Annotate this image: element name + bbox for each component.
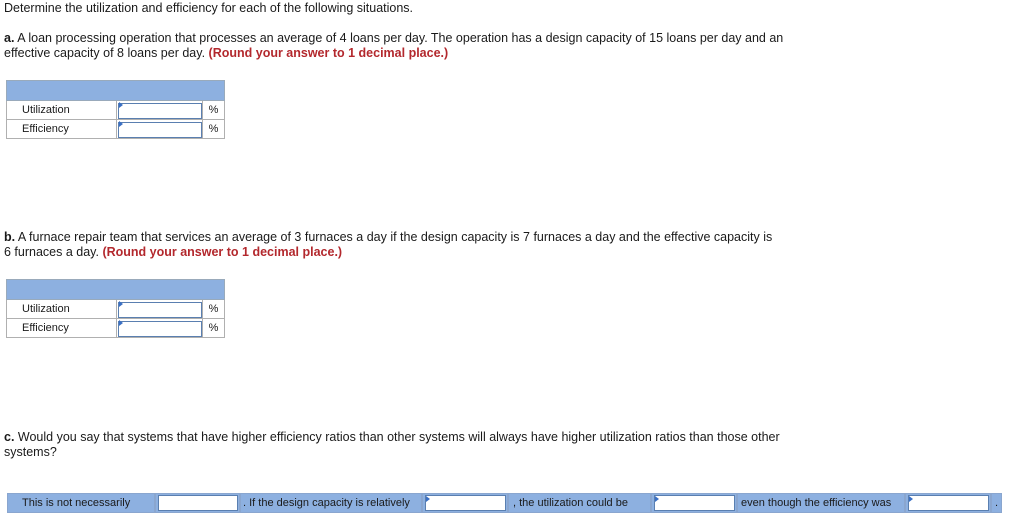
part-a-utilization-input[interactable] [118,103,202,119]
part-a-efficiency-cell [117,120,203,139]
part-c-input-4[interactable] [908,495,989,511]
percent-unit: % [203,319,225,338]
table-row [7,120,225,139]
flag-icon [119,301,123,307]
flag-icon [909,496,913,502]
part-c-input-2[interactable] [425,495,506,511]
part-c-input-cell-2 [422,493,508,513]
part-a-instruction: (Round your answer to 1 decimal place.) [208,46,449,60]
part-a-utilization-cell [117,101,203,120]
flag-icon [426,496,430,502]
part-c-input-3[interactable] [654,495,735,511]
percent-unit: % [203,120,225,139]
part-b-answer-table [6,279,225,338]
part-a-text: A loan processing operation that processes an average of 4 loans per day. The operation has a design capacity of 15 loans per day and an effective capacity of 8 loans per day. [4,31,784,60]
flag-icon [655,496,659,502]
percent-unit: % [203,101,225,120]
part-b-efficiency-cell [117,319,203,338]
part-c-input-cell-4 [905,493,991,513]
part-c-segment-2: . If the design capacity is relatively [240,493,422,513]
part-c-segment-5: . [991,493,1002,513]
table-row [7,101,225,120]
part-a-efficiency-input[interactable] [118,122,202,138]
percent-unit: % [203,300,225,319]
part-a-question [4,31,804,61]
part-b-utilization-input[interactable] [118,302,202,318]
utilization-label: Utilization [7,300,117,319]
part-c-input-cell-1 [155,493,240,513]
part-c-segment-4: even though the efficiency was [737,493,905,513]
part-c-input-1[interactable] [158,495,238,511]
table-row [7,300,225,319]
part-b-question [4,230,774,260]
part-a-letter: a. [4,31,15,45]
table-header-row [7,280,225,300]
part-b-letter: b. [4,230,16,244]
utilization-label: Utilization [7,101,117,120]
part-c-segment-1: This is not necessarily [7,493,155,513]
efficiency-label: Efficiency [7,319,117,338]
part-b-text: A furnace repair team that services an average of 3 furnaces a day if the design capacity is 7 furnaces a day and the effective capacity is 6 furnaces a day. [4,230,773,259]
part-c-segment-3: , the utilization could be [508,493,651,513]
part-c-answer-row [7,493,1002,513]
efficiency-label: Efficiency [7,120,117,139]
part-c-letter: c. [4,430,15,444]
part-b-utilization-cell [117,300,203,319]
flag-icon [119,102,123,108]
flag-icon [119,320,123,326]
part-c-text: Would you say that systems that have higher efficiency ratios than other systems will always have higher utilization ratios than those other systems? [4,430,780,459]
intro-text: Determine the utilization and efficiency for each of the following situations. [4,1,414,15]
part-b-instruction: (Round your answer to 1 decimal place.) [102,245,343,259]
part-c-question [4,430,804,460]
table-header-row [7,81,225,101]
flag-icon [119,121,123,127]
part-c-input-cell-3 [651,493,737,513]
part-a-answer-table [6,80,225,139]
part-b-efficiency-input[interactable] [118,321,202,337]
table-row [7,319,225,338]
